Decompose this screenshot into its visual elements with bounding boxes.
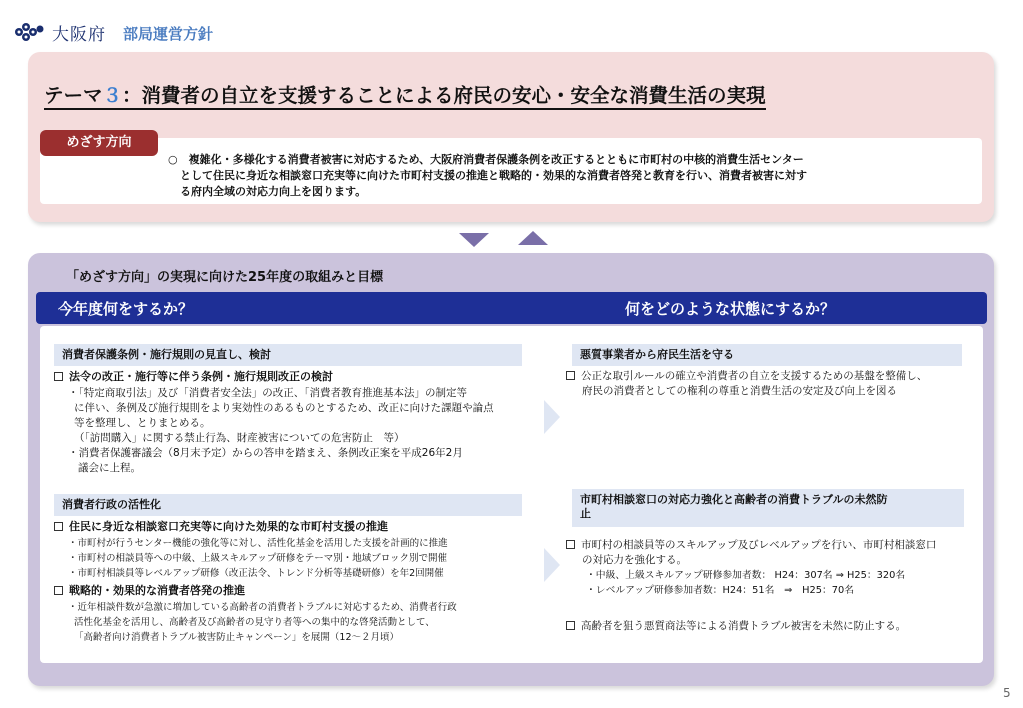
body-line: に伴い、条例及び施行規則をより実効性のあるものとするため、改正に向けた課題や論点 <box>74 402 494 414</box>
list-item-label: 戦略的・効果的な消費者啓発の推進 <box>69 584 245 597</box>
body-line: 市町村の相談員等のスキルアップ及びレベルアップを行い、市町村相談窓口 <box>581 539 937 551</box>
body-line: ・中級、上級スキルアップ研修参加者数： H24：307名 ⇒ H25：320名 <box>586 570 906 581</box>
body-line: 等を整理し、とりまとめる。 <box>74 417 211 429</box>
section-body <box>566 369 976 399</box>
section-body <box>68 536 538 581</box>
section-body <box>68 600 538 645</box>
section-header: 消費者行政の活性化 <box>54 494 522 516</box>
theme-number: ３ <box>102 84 123 107</box>
goal-label: めざす方向 <box>40 130 158 156</box>
chevron-right-icon <box>544 548 560 582</box>
body-line: の対応力を強化する。 <box>582 554 687 566</box>
list-item-label: 法令の改正・施行等に伴う条例・施行規則改正の検討 <box>69 370 333 383</box>
page-number: 5 <box>1003 686 1011 700</box>
body-line: 活性化基金を活用し、高齢者及び高齢者の見守り者等への集中的な啓発活動として、 <box>74 617 435 628</box>
goal-line: る府内全域の対応力向上を図ります。 <box>180 185 367 198</box>
theme-title-text: ：消費者の自立を支援することによる府民の安心・安全な消費生活の実現 <box>122 84 766 107</box>
section-header: 消費者保護条例・施行規則の見直し、検討 <box>54 344 522 366</box>
body-line: ・消費者保護審議会（8月末予定）からの答申を踏まえ、条例改正案を平成26年2月 <box>68 447 463 459</box>
body-line: ・レベルアップ研修参加者数：H24：51名 ⇒ H25：70名 <box>586 585 855 596</box>
section-body <box>566 538 980 598</box>
square-bullet-icon <box>566 540 575 549</box>
goal-line: ○ 複雑化・多様化する消費者被害に対応するため、大阪府消費者保護条例を改正するとともに市町村の中核的消費生活センター <box>168 153 804 166</box>
theme-prefix: テーマ <box>44 84 103 107</box>
list-item <box>566 369 976 384</box>
org-name: 大阪府 <box>52 25 106 45</box>
osaka-prefecture-logo-icon <box>14 22 44 42</box>
dept-title: 部局運営方針 <box>123 25 214 43</box>
square-bullet-icon <box>54 372 63 381</box>
body-line: 府民の消費者としての権利の尊重と消費生活の安定及び向上を図る <box>582 385 897 397</box>
theme-title <box>44 80 766 108</box>
body-line: ・近年相談件数が急激に増加している高齢者の消費者トラブルに対応するため、消費者行政 <box>68 602 457 613</box>
main-title: 「めざす方向」の実現に向けた25年度の取組みと目標 <box>66 270 384 285</box>
body-line: 議会に上程。 <box>78 462 141 474</box>
body-line: ・「特定商取引法」及び「消費者安全法」の改正、「消費者教育推進基本法」の制定等 <box>68 387 467 399</box>
triangle-up-icon <box>518 231 548 245</box>
section-body <box>68 386 538 476</box>
goal-text <box>168 152 928 200</box>
left-column-header: 今年度何をするか？ <box>58 300 194 318</box>
body-line: ・市町村相談員等レベルアップ研修（改正法令、トレンド分析等基礎研修）を年2回開催 <box>68 568 444 579</box>
square-bullet-icon <box>54 522 63 531</box>
square-bullet-icon <box>566 621 575 630</box>
goal-line: として住民に身近な相談窓口充実等に向けた市町村支援の推進と戦略的・効果的な消費者啓発と教育を行い、消費者被害に対す <box>180 169 807 182</box>
body-line: 公正な取引ルールの確立や消費者の自立を支援するための基盤を整備し、 <box>581 370 928 382</box>
body-line: （「訪問購入」に関する禁止行為、財産被害についての危害防止 等） <box>74 432 405 444</box>
list-item <box>54 519 388 534</box>
list-item-label: 住民に身近な相談窓口充実等に向けた効果的な市町村支援の推進 <box>69 520 388 533</box>
triangle-down-icon <box>459 233 489 247</box>
body-line: ・市町村が行うセンター機能の強化等に対し、活性化基金を活用した支援を計画的に推進 <box>68 538 448 549</box>
section-header-line: 市町村相談窓口の対応力強化と高齢者の消費トラブルの未然防 <box>580 493 888 506</box>
body-line: 高齢者を狙う悪質商法等による消費トラブル被害を未然に防止する。 <box>581 620 907 632</box>
square-bullet-icon <box>566 371 575 380</box>
section-header <box>572 489 964 527</box>
body-line: ・市町村の相談員等への中級、上級スキルアップ研修をテーマ別・地域ブロック別で開催 <box>68 553 448 564</box>
square-bullet-icon <box>54 586 63 595</box>
right-column-header: 何をどのような状態にするか？ <box>625 300 836 318</box>
list-item <box>54 583 245 598</box>
list-item <box>566 538 980 553</box>
section-header-line: 止 <box>580 507 591 520</box>
chevron-right-icon <box>544 400 560 434</box>
body-line: 「高齢者向け消費者トラブル被害防止キャンペーン」を展開（12～２月頃） <box>74 632 400 643</box>
section-header: 悪質事業者から府民生活を守る <box>572 344 962 366</box>
list-item <box>54 369 333 384</box>
list-item <box>566 619 980 634</box>
